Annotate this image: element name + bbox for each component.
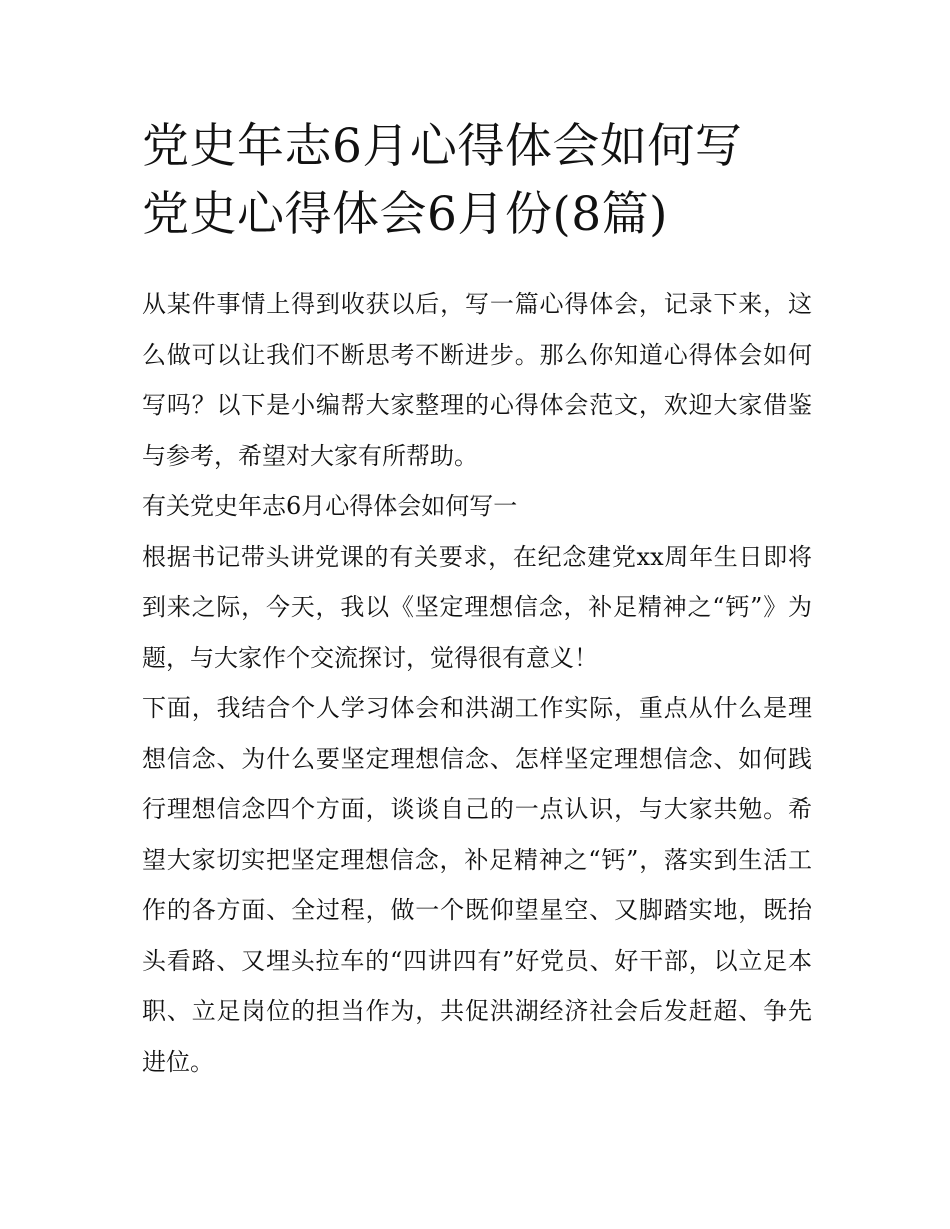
- intro-paragraph: 从某件事情上得到收获以后，写一篇心得体会，记录下来，这么做可以让我们不断思考不断进步。那么你知道心得体会如何写吗？以下是小编帮大家整理的心得体会范文，欢迎大家借鉴与参考，希望对大家有所帮助。: [142, 290, 812, 470]
- title-line-1: 党史年志6月心得体会如何写: [142, 119, 743, 174]
- body-paragraph: 下面，我结合个人学习体会和洪湖工作实际，重点从什么是理想信念、为什么要坚定理想信念、怎样坚定理想信念、如何践行理想信念四个方面，谈谈自己的一点认识，与大家共勉。希望大家切实把坚定理想信念，补足精神之“钙”，落实到生活工作的各方面、全过程，做一个既仰望星空、又脚踏实地，既抬头看路、又埋头拉车的“四讲四有”好党员、好干部，以立足本职、立足岗位的担当作为，共促洪湖经济社会后发赶超、争先进位。: [142, 694, 812, 1076]
- section-heading: 有关党史年志6月心得体会如何写一: [142, 492, 518, 520]
- document-title: [142, 113, 812, 249]
- document-body: [142, 279, 812, 1087]
- document-content: [142, 113, 812, 1087]
- body-paragraph: 根据书记带头讲党课的有关要求，在纪念建党xx周年生日即将到来之际，今天，我以《坚定理想信念，补足精神之“钙”》为题，与大家作个交流探讨，觉得很有意义！: [142, 542, 812, 672]
- title-line-2: 党史心得体会6月份(8篇): [142, 187, 668, 242]
